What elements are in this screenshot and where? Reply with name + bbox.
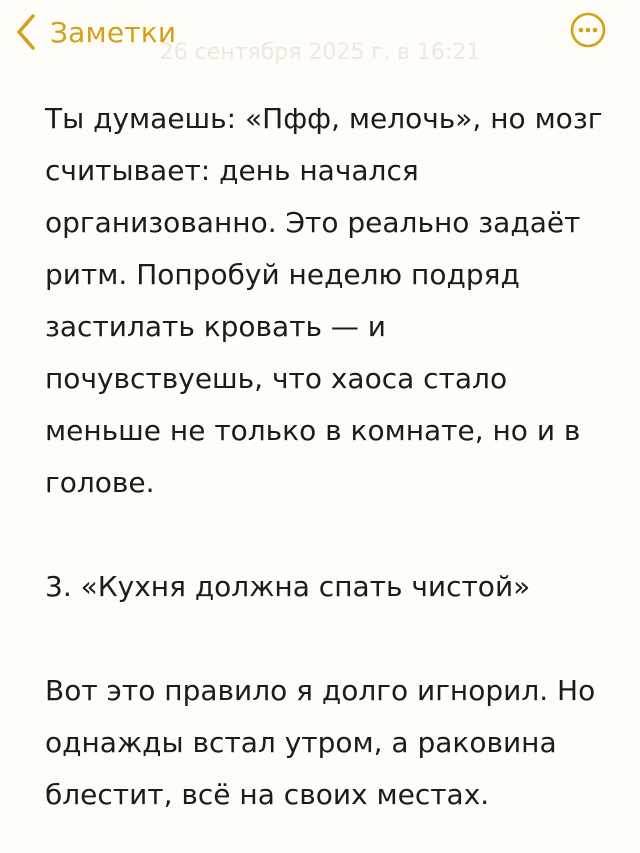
navigation-bar — [0, 0, 640, 70]
note-paragraph: Вот это правило я долго игнорил. Но однажды встал утром, а раковина блестит, всё на своих местах. — [45, 674, 596, 811]
ellipsis-circle-icon[interactable] — [570, 12, 606, 48]
back-button[interactable] — [14, 10, 176, 54]
note-date: 26 сентября 2025 г. в 16:21 — [159, 40, 481, 65]
note-body[interactable] — [45, 93, 605, 821]
back-button-label: Заметки — [50, 15, 177, 49]
note-paragraph: Ты думаешь: «Пфф, мелочь», но мозг считывает: день начался организованно. Это реально задаёт ритм. Попробуй неделю подряд застилать кровать — и почувствуешь, что хаоса стало меньше не только в комнате, но и в голове. — [45, 102, 603, 499]
note-heading: 3. «Кухня должна спать чистой» — [45, 570, 531, 603]
chevron-left-icon — [14, 12, 38, 52]
